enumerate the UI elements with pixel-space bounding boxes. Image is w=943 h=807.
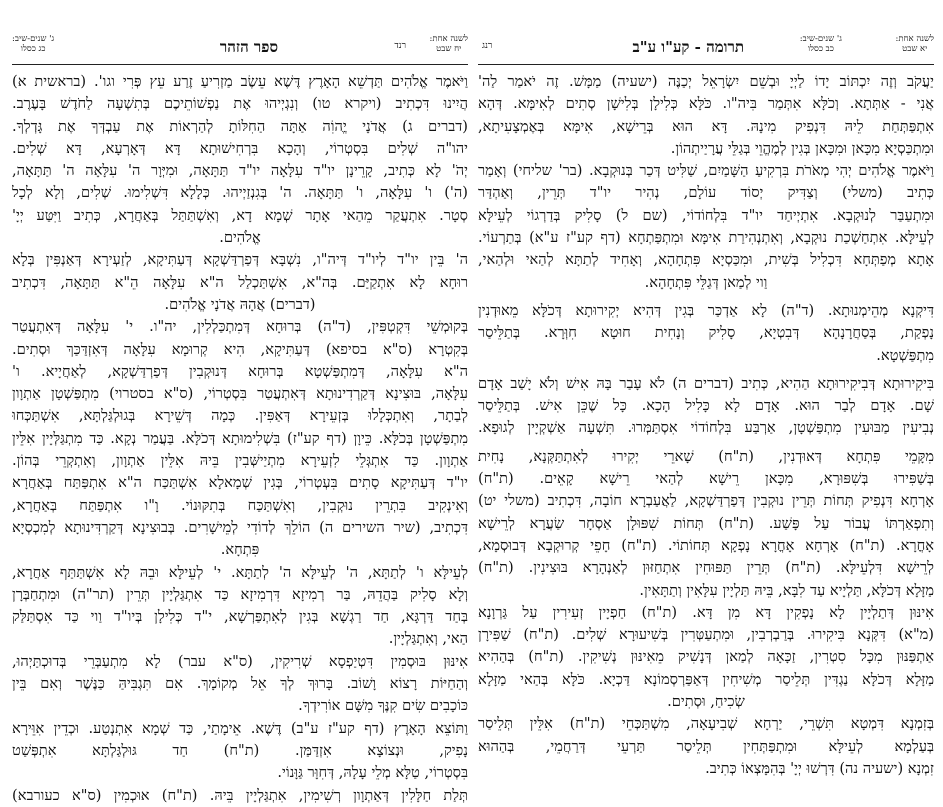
text-line: זִמְנָא (ישעיה נה) דִּרְשׁוּ יְיָ' בְּהִמָּצְאוֹ כְּתִיב.: [705, 759, 934, 777]
text-line: אָחֳרָא. (ת"ח) אָרְחָא אָחֳרָא נָפְקָא תְּחוֹתוֹי. (ת"ח) חָפֵי קְרוּקְבָא דְּבוּסְמָא,: [478, 536, 934, 554]
right-page-body: [478, 65, 934, 780]
text-line: סְטָר. אִתְעֲקַר מֵהַאי אָתָר שְׁמָא דָא, וְאִשְׁתַּתַּל בְּאַחֲרָא, כְּתִיב וַיִּטַּע יְיָ': [12, 206, 468, 224]
text-line: ה' בֵּין יו"ד לְיו"ד דְּיה"ו, נִשְׁבָּא דְּפַרְדַּשְׁקָא דְּעַתִּיקָא, לְזַעְירָא דְּאַנְפִּין בְּלָא: [12, 251, 468, 269]
text-line: אַתְפַּנּוּן מִכָּל סִטְרִין, זַכָּאָה לְמַאן דְּנָשִׁיק מֵאִינּוּן נְשִׁיקִין. (ת"ח) בְּהַהִיא: [478, 648, 934, 666]
text-line: יו"ד דְּעַתִּיקָא סָתִים בִּעְטְרוֹי, בְּגִין שְׁמָאלָא אִשְׁתַּכַּח ה"א אִתְפַּתַּח בְּאַחֲרָא: [12, 474, 468, 492]
left-page: [12, 30, 468, 804]
right-header-reading: ג' שנים-שיב: כב כסלו: [799, 34, 842, 54]
text-line: לְרֵישָׁא דִּלְעֵילָּא. (ת"ח) תְּרֵין תַּפּוּחִין אִתְחַזּוּן לְאַנְהָרָא בּוּצִינִין. (ת"ח): [478, 559, 934, 577]
text-line: מִתְפַּשְׁטָא.: [876, 346, 934, 364]
left-header-reading: ג' שנים-שיב: כג כסלו: [12, 34, 55, 54]
text-line: פִּתְחָא.: [220, 541, 260, 559]
text-line: (דברים) אֲהָהּ אֲדֹנָי אֱלֹהִים.: [164, 295, 316, 313]
text-line: דִּכְתִיב, (שיר השירים ה) הוֹלֵךְ לְדוֹדִי לְמֵישָׁרִים. בְּבוּצִינָא דְּקַרְדִּינוּתָא לְמִכְסְיָא: [12, 518, 468, 536]
text-line: אִינּוּן דְּתַלְיָין לָא נָפְקִין דָּא מִן דָּא. (ת"ח) חַפְיָין זְעִירִין עַל גַּרְוָנָא: [478, 603, 934, 621]
text-line: וּמִתְכַּסְיָא מִכָּאן וּמִכָּאן בְּגִין לְמֶהֱוֵי בְּגַלֵּי עֲרָיַיתְהוֹן.: [670, 139, 934, 157]
text-line: הֲיִינוּ דִּכְתִיב (ויקרא טו) וְנִגְיְיהוּ אֶת נַפְשׁוֹתֵיכֶם בְּתִשְׁעָה לַחֹדֶשׁ בָּעֶרֶב.: [12, 95, 468, 113]
left-page-header: [12, 30, 468, 65]
text-line: מִקָּמֵי פִּתְחָא דְּאוּדְנִין, (ת"ח) שָׁארֵי יְקִירוּ לְאִתְתַּקְּנָא, נָחִית: [478, 447, 934, 465]
text-line: כְּתִיב (משלי) וְצַדִּיק יְסוֹד עוֹלָם, נְהִיר יו"ד תְּרֵין, וְאַהְדַּר: [478, 184, 934, 202]
text-line: אַתְוָון. כַּד אִתְגְּלֵי לִזְעֵירָא מִתְיַישְּׁבִין בֵּיהּ אִלֵּין אַתְוָון, וְאִתְקְרֵי בְּהוֹן.: [12, 452, 468, 470]
text-line: נְבִיעִין מַבּוּעִין מִתְפַּשְׁטָן, אַרְבַּע בִּלְחוֹדוֹי אִסְתַּמְּרוּ. תִּשְׁעָה אַשְׁקְיָין לְגוּפָא.: [478, 419, 934, 437]
text-line: בְּקִטְרָא (ס"א בסיפא) דְּעַתִּיקָא, הִיא קְרוּמָא עִלָּאָה דְּאִזְדַּכַּךְ וּסְתִים.: [12, 340, 468, 358]
text-line: אֱלֹהִים.: [219, 229, 261, 247]
text-line: בְּשַׁפִּירוּ בְּשִׁפּוּרָא, מִכָּאן רֵישָׁא לְהַאי רֵישָׁא קָאֵים. (ת"ח): [478, 470, 934, 488]
text-line: נָפִיק, וּנְצוֹצָא אִזְדַּמַּן. (ת"ח) חַד גּוּלְגַּלְתָּא אִתְפְּשַׁט: [12, 741, 468, 759]
text-line: (ה') ו' עִלָּאָה, ו' תַּתָּאָה. ה' בְּגִנְזַיְיהוּ. כְּלָלָא דִּשְׁלִימוּ. שְׁלִים, וְלָא לְכָל: [12, 184, 468, 202]
left-header-page-number: רנד: [394, 41, 406, 51]
left-page-body: [12, 65, 468, 807]
text-line: וַתּוֹצֵא הָאָרֶץ (דף קע"ז ע"ב) דֶּשֶׁא. אֵימָתַי, כַּד שְׁמָא אִתְנְטַע. וּכְדֵין אִוֵּירָא: [12, 719, 468, 737]
text-line: לְבַתָר, וְאִתְכְּלָלוּ בְּזְעֵירָא דְּאַפִּין. כְּמָה דְּשֵׁירָא בְּגוּלְגַּלְתָּא, אִשְׁתַּכְּחוּ: [12, 407, 468, 425]
text-line: רוּחָא לָא אִתְקַיַּם. בְּה"א, אִשְׁתַּכְלַל ה"א עִלָּאָה הֵ"א תַּתָּאָה, דִּכְתִיב: [12, 273, 468, 291]
text-line: ה"א עִלָּאָה, דְּמִתְפַּשְׁטָא בְּרוּחָא דְּנוּקְבִין דְּפַרְדַּשְׁקָא, לְאַחֲיָיא. ו': [12, 362, 468, 380]
right-page-header: [478, 30, 934, 65]
text-line: בִּסְטְרוֹי, טַלָּא מְלֵי עָלָהּ, דְּחִוָּר גַּוָּנוֹי.: [277, 764, 468, 782]
right-page: [478, 30, 934, 777]
text-line: מַזָּלָא דְּכֹלָּא נַגְדִּין תְּלֵיסַר מְשִׁיחִין דְּאַפַּרְסְמוֹנָא דַּכְיָא. כֹּלָּא בְּהַאי מַזָּלָא: [478, 670, 934, 688]
text-line: בְּזִמְנָא דִּמְטָא תִּשְׁרֵי, יַרְחָא שְׁבִיעָאָה, מִשְׁתַּכְּחֵי (ת"ח) אִלֵּין תְּלֵיסַר: [478, 715, 934, 733]
text-line: בְּקוּמְשֵׁי דִּקְטְפִּין, (ד"ה) בְּרוּחָא דְּמִתְכַּלְלִין, יה"ו. י' עִלָּאָה דְּאִתְעֲטַר: [12, 318, 468, 336]
text-line: לְעֵילָּא. אִתְחַשְׁכַת נוּקְבָא, וְאִתְנְהִירַת אִימָּא וּמִתְפַּתְחָא (דף קע"ז ע"א) בְּתַרְעוֹי.: [478, 229, 934, 247]
text-line: נָפְקַת, בְּסַחֲרָנָהָא דְּבִטְיָא, סָלִיק וְנָחִית חוּטָא חִוְּרָא. בְּתַלֵּיסַר: [478, 324, 934, 342]
text-line: וַוי לְמַאן דְּגַלֵּי פִּתְחָהָא.: [644, 273, 768, 291]
text-line: אָרְחָא דִּנְפִיק תְּחוֹת תְּרֵין נוּקְבִין דְּפַרְדַּשְׁקָא, לַאֲעַבְרָא חוֹבָה, דִּכְתִיב (משלי יט): [478, 492, 934, 510]
text-line: מַזָּלָא דְּכֹלָּא, תַּלְיָיא עַד לִבָּא, בֵּיהּ תַּלְיָין עִלָּאִין וְתַתָּאִין.: [639, 581, 934, 599]
text-line: עִלָּאָה, בּוּצִינָא דְּקַרְדִינוּתָא דְּאִתְעֲטַר בִּסְטְרוֹי, (ס"א בסטרוי) מִתְפַּשְׁטָן אַתְוָון: [12, 385, 468, 403]
text-line: וְהַחַיּוֹת רָצוֹא וָשׁוֹב. בָּרוּךְ לְךָ אֵל מְקוֹמָךְ. אִם תִּגְבִּיהַּ כַּנֶּשֶׁר וְאִם בֵּין: [12, 675, 468, 693]
text-line: אִתְפַּתְּחַת לֵיהּ דִּנְפִיק מִינָהּ. דָּא הוּא בְּרֵישָׁא, אִימָּא בְּאֶמְצָעִיתָא,: [478, 117, 934, 135]
text-line: (מ"א) דִּקְּנָא בִּיקִירוּ. בְּרַבְרְבִין, וּמִתְעַטְּרִין בְּשִׁיעוּרָא שְׁלִים. (ת"ח) שַׁפִּירָן: [478, 626, 934, 644]
left-header-edition: לשנה אחת: יח שבט: [429, 34, 468, 54]
right-header-title: תרומה - קע"ו ע"ב: [632, 38, 744, 56]
text-line: אָתָא מְפַתְּחָא דִּכְלִיל בְּשִׁית, וּמִכַּסְיָא פִּתְחָהָא, וְאָחִיד לְתַתָּא לְהַאי וּלְהַאי,: [478, 251, 934, 269]
text-line: יהו"ה שְׁלִים בִּסְטְרוֹי, וְהָכָא בִּרְחִישׁוּתָא דָּא דְּאָרְעָא, דָּא שְׁלִים.: [12, 139, 468, 157]
text-line: בִּיקִירוּתָא דְּבִיקִירוּתָא הַהִיא, כְּתִיב (דברים ה) לֹא עָבַר בָּהּ אִישׁ וְלֹא יָשַׁב אָדָם: [478, 374, 934, 392]
text-line: תְּלַת חַלָּלִין דְּאַתְוָון רְשִׁימִין, אִתְגַּלְיָין בֵּיהּ. (ת"ח) אוּכְמִין (ס"א כעורבא): [12, 786, 468, 804]
text-line: לְעֵילָּא ו' לְתַתָּא, ה' לְעֵילָּא ה' לְתַתָּא. י' לְעֵילָּא וּבֵהּ לָא אִשְׁתַּתַּף אַחֲרָא,: [12, 563, 468, 581]
left-header-title: ספר הזהר: [219, 38, 278, 56]
text-line: הַאי, וְאִתְגַּלְיָין.: [388, 630, 468, 648]
text-line: מִתְפַּשְׁטָן בְּכֹלָּא. כֵּיוָן (דף קע"ז) בִּשְׁלִימוּתָא דְּכֹלָּא. בַּעֲמַר נְקָא. כַּד מִתְגַּלְּיָין אִלֵּין: [12, 429, 468, 447]
right-header-page-number: רנג: [482, 41, 493, 51]
text-line: שְׂכִיחַ, וּסְתִים.: [667, 693, 745, 711]
text-line: וְלָא סָלִיק בַּהֲדֵהּ, בַּר רְמִיזָא דִּרְמִיזָא כַּד אִתְגַּלְיָין תְּרֵין (תר"ה) וּמִתְחַבְּרָן: [12, 585, 468, 603]
text-line: בְּחַד דַּרְגָּא, חַד רַגְשָׁא בְּגִין לְאִתְפַּרְשָׁא, י"ד כְּלִילָן בְּיו"ד וַוי כַּד אִסְתַּלַּק: [12, 608, 468, 626]
text-line: כּוֹכָבִים שִׂים קִנֶּךָ מִשָּׁם אוֹרִידְךָ.: [298, 697, 468, 715]
text-line: וַיֹּאמֶר אֱלֹהִים יְהִי מְאֹרֹת בִּרְקִיעַ הַשָּׁמַיִם, שַׁלִּיט דְּכַר בְּנוּקְבָא. (בר' שליחי) וְאָמַר: [478, 162, 934, 180]
text-line: בְּעַלְמָא לְעֵילָּא וּמִתְפַּתְּחִין תְּלֵיסַר תַּרְעֵי דְּרַחֲמֵי, בְּהַהוּא: [478, 737, 934, 755]
text-line: וּמִתְעַבַּר לְנוּקְבָא. אִתְיְיחַד יו"ד בִּלְחוֹדוֹי, (שם ל) סָלִיק בְּדַרְגוֹי לְעֵילָּא: [478, 206, 934, 224]
text-line: יַעֲקֹב וְזֶה יִכְתּוֹב יָדוֹ לַיְיָ וּבְשֵׁם יִשְׂרָאֵל יְכַנֶּה (ישעיה) מַמָּשׁ. זֶה יֹאמַר לַה': [478, 73, 934, 90]
text-line: אִינּוּן בּוּסְמִין דִּטְיַפְסָא שְׁרִיקִין, (ס"א עבר) לָא מִתְעַבְּרֵי בְּדוּכְתַּיְהוּ,: [12, 652, 468, 670]
text-line: וְאִינְקִיב בִּתְרֵין נוּקְבִין, וְאִשְׁתַּכַּח בְּתִקּוּנוֹי. וָ"ו אִתְפַּתַּח בְּאַחֲרָא,: [12, 496, 468, 514]
text-line: דִּיקְנָא מְהֵימְנוּתָא. (ד"ה) לָא אַדְכַּר בְּגִין דְּהִיא יְקִירוּתָא דְּכֹלָּא מֵאוּדְנִין: [478, 301, 934, 319]
text-line: (דברים ג) אֲדֹנָי יֱהוִֹה אַתָּה הַחִלּוֹתָ לְהַרְאוֹת אֶת עַבְדְּךָ אֶת גָּדְלְךָ.: [12, 117, 468, 135]
text-line: וְתִפְאַרְתּוֹ עֲבוֹר עַל פָּשַׁע. (ת"ח) תְּחוֹת שִׁפּוּלָן אַסְחָר שַׂעֲרָא לְרֵישָׁא: [478, 514, 934, 532]
right-header-edition: לשנה אחת: יא שבט: [895, 34, 934, 54]
text-line: שָׁם. אָדָם לְבַר הוּא. אָדָם לָא כָּלִיל הָכָא. כָּל שֶׁכֵּן אִישׁ. בְּתַלֵּיסַר: [478, 397, 934, 415]
text-line: וַיֹּאמֶר אֱלֹהִים תַּדְשֵׁא הָאָרֶץ דֶּשֶׁא עֵשֶׂב מַזְרִיעַ זֶרַע עֵץ פְּרִי וגו'. (בראשית א): [12, 73, 468, 90]
text-line: אֲנִי - אַתְּתָא. וְכֹלָּא אִתְּמַר בִּיה"ו. כֹּלָּא כְּלִילָן בְּלִישָׁן סְתִים לְאִימָּא. דְּהָא: [478, 95, 934, 113]
text-line: יְהֹ' לָא כְּתִיב, קָרֵינָן יו"ד עִלָּאָה יו"ד תַּתָּאָה, וּמִיְּוָר ה' עִלָּאָה ה' תַּתָּאָה,: [12, 162, 468, 180]
